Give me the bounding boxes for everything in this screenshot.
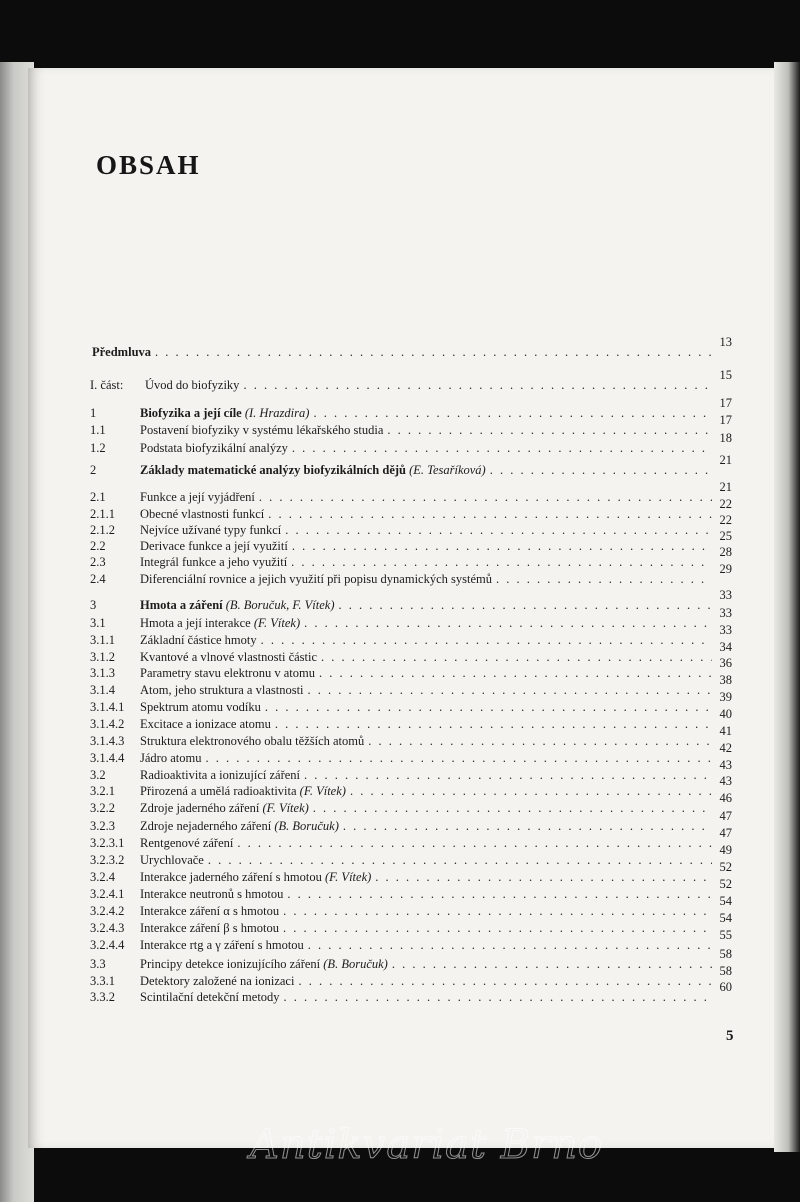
dot-leader: [208, 851, 712, 869]
toc-entry-page: 39: [719, 690, 732, 704]
dot-leader: [205, 749, 712, 767]
toc-entry-title: Integrál funkce a jeho využití: [140, 555, 288, 569]
toc-entry-title: Předmluva: [92, 345, 152, 359]
toc-entry-title: Principy detekce ionizujícího záření: [140, 957, 321, 971]
toc-row: [0, 480, 800, 506]
toc-entry-author: (F. Vítek): [325, 870, 372, 884]
toc-title-line: [140, 404, 712, 422]
dot-leader: [319, 664, 712, 682]
toc-entry-author: (F. Vítek): [299, 784, 346, 798]
toc-entry-page: 18: [719, 431, 732, 445]
toc-entry-author: (F. Vítek): [253, 616, 301, 630]
toc-row: [0, 809, 800, 835]
toc-entry-page: 43: [719, 774, 732, 788]
toc-title-line: [140, 732, 712, 750]
toc-entry-page: 55: [719, 928, 732, 942]
dot-leader: [308, 936, 712, 954]
toc-entry-title: Hmota a záření: [140, 598, 223, 612]
toc-title-line: [140, 834, 712, 852]
toc-entry-title: Urychlovače: [140, 853, 204, 867]
toc-entry-author: (F. Vítek): [262, 801, 309, 815]
toc-entry-number: 2.2: [90, 539, 106, 553]
toc-entry-number: 3.1.4: [90, 683, 115, 697]
toc-entry-number: 1.1: [90, 423, 106, 437]
toc-entry-number: 3.1.2: [90, 650, 115, 664]
toc-entry-page: 21: [719, 480, 732, 494]
toc-entry-title: Obecné vlastnosti funkcí: [140, 507, 265, 521]
toc-entry-page: 36: [719, 656, 732, 670]
toc-entry-number: 2.1.1: [90, 507, 115, 521]
dot-leader: [308, 681, 712, 699]
dot-leader: [496, 570, 712, 588]
dot-leader: [387, 421, 712, 439]
toc-entry-title: Postavení biofyziky v systému lékařského studia: [140, 423, 384, 437]
toc-entry-number: 3.1: [90, 616, 106, 630]
toc-entry-title: Radioaktivita a ionizující záření: [140, 768, 301, 782]
toc-entry-title: Přirozená a umělá radioaktivita: [140, 784, 297, 798]
toc-entry-number: 2.3: [90, 555, 106, 569]
toc-entry-number: 3.1.4.3: [90, 734, 125, 748]
toc-entry-title: Jádro atomu: [140, 751, 202, 765]
toc-entry-title: Hmota a její interakce: [140, 616, 251, 630]
toc-entry-page: 33: [719, 623, 732, 637]
toc-entry-page: 21: [719, 453, 732, 467]
dot-leader: [265, 698, 712, 716]
toc-title-line: [140, 631, 712, 649]
toc-entry-page: 13: [719, 335, 732, 349]
dot-leader: [292, 439, 712, 457]
toc-title-line: [140, 681, 712, 699]
dot-leader: [283, 919, 712, 937]
toc-entry-number: 3.1.4.4: [90, 751, 125, 765]
toc-title-line: [140, 919, 712, 937]
toc-entry-number: 3.2.4.1: [90, 887, 125, 901]
toc-entry-title: Interakce záření β s hmotou: [140, 921, 279, 935]
toc-entry-number: 3.2.4.4: [90, 938, 125, 952]
toc-entry-page: 41: [719, 724, 732, 738]
dot-leader: [339, 596, 712, 614]
toc-entry-number: 3.3.1: [90, 974, 115, 988]
toc-title-line: [140, 988, 712, 1006]
dot-leader: [304, 614, 712, 632]
toc-entry-number: 3.2.2: [90, 801, 115, 815]
toc-entry-number: 3.1.4.2: [90, 717, 125, 731]
toc-row: [0, 431, 800, 457]
toc-entry-number: 3.3.2: [90, 990, 115, 1004]
dot-leader: [313, 799, 712, 817]
toc-entry-page: 33: [719, 588, 732, 602]
toc-title-line: [140, 851, 712, 869]
toc-entry-number: 2: [90, 463, 97, 477]
toc-title-line: [140, 955, 712, 973]
toc-entry-title: Základy matematické analýzy biofyzikálních dějů: [140, 463, 406, 477]
toc-entry-number: 3.1.1: [90, 633, 115, 647]
toc-entry-number: 3.2: [90, 768, 106, 782]
dot-leader: [392, 955, 712, 973]
toc-entry-title: Struktura elektronového obalu těžších atomů: [140, 734, 365, 748]
toc-row: [0, 453, 800, 479]
toc-entry-author: (B. Boručuk, F. Vítek): [225, 598, 335, 612]
toc-entry-title: Podstata biofyzikální analýzy: [140, 441, 288, 455]
toc-entry-page: 34: [719, 640, 732, 654]
toc-entry-title: Scintilační detekční metody: [140, 990, 280, 1004]
dot-leader: [243, 376, 712, 394]
dot-leader: [343, 817, 712, 835]
toc-entry-author: (B. Boručuk): [274, 819, 339, 833]
toc-title-line: [140, 936, 712, 954]
toc-entry-title: Spektrum atomu vodíku: [140, 700, 261, 714]
toc-row: [0, 368, 800, 394]
toc-title-line: [140, 749, 712, 767]
toc-title-line: [140, 817, 712, 835]
toc-entry-number: 3.1.4.1: [90, 700, 125, 714]
toc-entry-number: 3.2.3: [90, 819, 115, 833]
toc-entry-number: 3.2.1: [90, 784, 115, 798]
toc-row: [0, 606, 800, 632]
toc-entry-number: 3.1.3: [90, 666, 115, 680]
toc-entry-number: 2.4: [90, 572, 106, 586]
toc-entry-page: 58: [719, 964, 732, 978]
toc-entry-page: 17: [719, 413, 732, 427]
dot-leader: [237, 834, 712, 852]
toc-entry-number: 3: [90, 598, 97, 612]
toc-entry-page: 38: [719, 673, 732, 687]
toc-entry-page: 46: [719, 791, 732, 805]
toc-row: [0, 396, 800, 422]
dot-leader: [287, 885, 712, 903]
toc-title-line: [92, 343, 712, 361]
toc-entry-number: 1.2: [90, 441, 106, 455]
toc-title-line: [140, 715, 712, 733]
toc-title-line: [145, 376, 712, 394]
toc-entry-title: Detektory založené na ionizaci: [140, 974, 295, 988]
toc-entry-title: Atom, jeho struktura a vlastnosti: [140, 683, 304, 697]
toc-entry-title: Interakce neutronů s hmotou: [140, 887, 284, 901]
page-number: 5: [726, 1028, 734, 1044]
toc-title-line: [140, 421, 712, 439]
toc-title-line: [140, 596, 712, 614]
toc-entry-page: 54: [719, 894, 732, 908]
toc-entry-title: Kvantové a vlnové vlastnosti částic: [140, 650, 318, 664]
toc-title-line: [140, 553, 712, 571]
dot-leader: [259, 488, 712, 506]
toc-entry-title: Zdroje jaderného záření: [140, 801, 260, 815]
watermark: Antikvariat Brno: [250, 1122, 604, 1168]
toc-title-line: [140, 488, 712, 506]
toc-row: [0, 588, 800, 614]
toc-title-line: [140, 782, 712, 800]
dot-leader: [275, 715, 712, 733]
toc-entry-number: I. část:: [90, 378, 124, 392]
toc-entry-page: 60: [719, 980, 732, 994]
toc-entry-page: 40: [719, 707, 732, 721]
toc-entry-title: Základní částice hmoty: [140, 633, 257, 647]
toc-title-line: [140, 461, 712, 479]
toc-entry-number: 3.2.4.3: [90, 921, 125, 935]
toc-entry-page: 33: [719, 606, 732, 620]
toc-entry-author: (B. Boručuk): [323, 957, 388, 971]
dot-leader: [155, 343, 712, 361]
dot-leader: [313, 404, 712, 422]
toc-entry-title: Interakce rtg a γ záření s hmotou: [140, 938, 304, 952]
toc-entry-number: 3.3: [90, 957, 106, 971]
toc-entry-page: 42: [719, 741, 732, 755]
toc-entry-page: 17: [719, 396, 732, 410]
toc-entry-page: 25: [719, 529, 732, 543]
toc-entry-page: 47: [719, 809, 732, 823]
toc-entry-title: Zdroje nejaderného záření: [140, 819, 272, 833]
toc-title-line: [140, 902, 712, 920]
toc-entry-page: 22: [719, 513, 732, 527]
toc-entry-number: 3.2.3.1: [90, 836, 125, 850]
toc-entry-number: 3.2.3.2: [90, 853, 125, 867]
toc-entry-page: 22: [719, 497, 732, 511]
dot-leader: [375, 868, 712, 886]
toc-entry-title: Rentgenové záření: [140, 836, 234, 850]
toc-entry-title: Interakce jaderného záření s hmotou: [140, 870, 322, 884]
toc-title-line: [140, 439, 712, 457]
toc-entry-page: 58: [719, 947, 732, 961]
toc-entry-title: Interakce záření α s hmotou: [140, 904, 280, 918]
toc-entry-title: Derivace funkce a její využití: [140, 539, 288, 553]
toc-entry-title: Funkce a její vyjádření: [140, 490, 255, 504]
toc-entry-page: 52: [719, 877, 732, 891]
toc-entry-number: 2.1.2: [90, 523, 115, 537]
toc-title-line: [140, 799, 712, 817]
toc-title-line: [140, 570, 712, 588]
toc-title-line: [140, 698, 712, 716]
toc-row: [0, 335, 800, 361]
dot-leader: [490, 461, 712, 479]
toc-entry-title: Nejvíce užívané typy funkcí: [140, 523, 282, 537]
toc-entry-author: (I. Hrazdira): [244, 406, 310, 420]
toc-entry-title: Biofyzika a její cíle: [140, 406, 242, 420]
toc-entry-number: 3.2.4.2: [90, 904, 125, 918]
toc-title-line: [140, 885, 712, 903]
toc-entry-page: 43: [719, 758, 732, 772]
toc-entry-author: (E. Tesaříková): [409, 463, 486, 477]
toc-entry-page: 28: [719, 545, 732, 559]
toc-entry-page: 29: [719, 562, 732, 576]
toc-entry-title: Parametry stavu elektronu v atomu: [140, 666, 315, 680]
toc-entry-page: 52: [719, 860, 732, 874]
toc-entry-number: 2.1: [90, 490, 106, 504]
dot-leader: [350, 782, 712, 800]
dot-leader: [368, 732, 712, 750]
toc-title-line: [140, 664, 712, 682]
toc-entry-page: 49: [719, 843, 732, 857]
toc-entry-title: Úvod do biofyziky: [145, 378, 240, 392]
dot-leader: [261, 631, 712, 649]
toc-title-line: [140, 868, 712, 886]
page-title: OBSAH: [96, 150, 201, 180]
dot-leader: [283, 902, 712, 920]
toc-entry-page: 54: [719, 911, 732, 925]
toc-entry-page: 15: [719, 368, 732, 382]
toc-entry-page: 47: [719, 826, 732, 840]
toc-entry-number: 1: [90, 406, 97, 420]
toc-row: [0, 947, 800, 973]
dot-leader: [291, 553, 712, 571]
toc-entry-title: Diferenciální rovnice a jejich využití při popisu dynamických systémů: [140, 572, 492, 586]
toc-title-line: [140, 614, 712, 632]
toc-entry-number: 3.2.4: [90, 870, 115, 884]
toc-entry-title: Excitace a ionizace atomu: [140, 717, 271, 731]
dot-leader: [284, 988, 712, 1006]
